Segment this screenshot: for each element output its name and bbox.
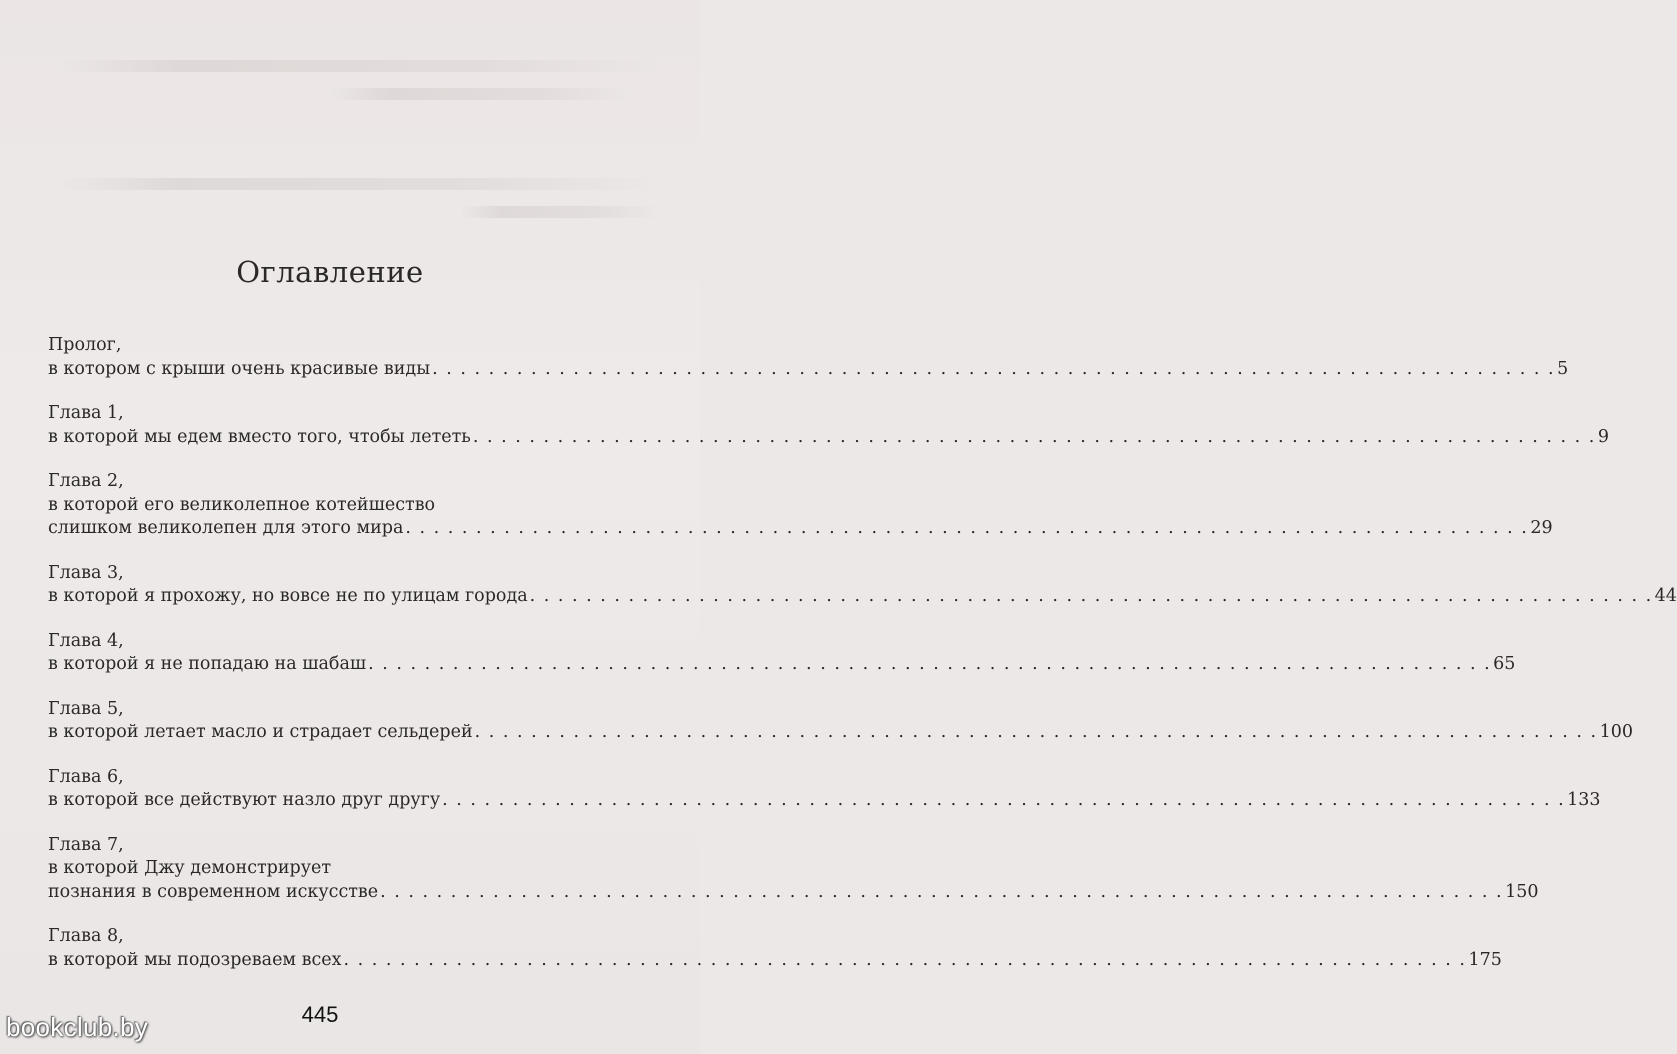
toc-entry <box>48 766 1601 813</box>
toc-line <box>48 334 588 358</box>
toc-chapter-heading: Глава 1, <box>48 403 124 423</box>
toc-line <box>48 494 588 518</box>
toc-line <box>48 630 588 654</box>
toc-page-number: 100 <box>1599 722 1634 742</box>
toc-line <box>48 721 1634 745</box>
toc-line <box>48 517 1553 541</box>
toc-chapter-subtitle: в которой мы едем вместо того, чтобы лететь <box>48 426 471 447</box>
toc-entry <box>48 834 1539 905</box>
dot-leader: . . . . . . . . . . . . . . . . . . . . . . . . . . . . . . . . . . . . . . . . . . . . . . . . . . . . . . . . . . . . . . . . . . . . . . . . . . . . . . . . <box>472 426 1596 447</box>
toc-chapter-heading: Глава 6, <box>48 766 124 787</box>
toc-line <box>48 402 588 426</box>
toc-line <box>48 925 588 949</box>
toc-chapter-heading: Глава 5, <box>48 698 124 719</box>
page-number: 445 <box>301 1002 339 1027</box>
bleed-through-line <box>60 60 660 72</box>
toc-chapter-subtitle: в котором с крыши очень красивые виды <box>48 358 431 379</box>
toc-entry <box>48 334 1569 381</box>
toc-page-number: 5 <box>1557 358 1569 379</box>
toc-chapter-subtitle: слишком великолепен для этого мира <box>48 518 404 538</box>
toc-entry <box>48 562 1677 609</box>
toc-page-number: 150 <box>1505 881 1539 902</box>
dot-leader: . . . . . . . . . . . . . . . . . . . . . . . . . . . . . . . . . . . . . . . . . . . . . . . . . . . . . . . . . . . . . . . . . . . . . . . . . . . . . . . . <box>368 654 1492 674</box>
toc-page-number: 9 <box>1597 426 1609 447</box>
toc-chapter-heading: Глава 8, <box>48 926 124 946</box>
toc-line <box>48 653 1516 677</box>
toc-chapter-heading: Глава 3, <box>48 562 124 583</box>
toc-line <box>48 766 588 790</box>
bleed-through-line <box>460 206 660 218</box>
bleed-through-line <box>330 88 630 100</box>
dot-leader: . . . . . . . . . . . . . . . . . . . . . . . . . . . . . . . . . . . . . . . . . . . . . . . . . . . . . . . . . . . . . . . . . . . . . . . . . . . . . . . . <box>529 586 1653 606</box>
toc-page-number: 44 <box>1654 586 1677 606</box>
table-of-contents <box>48 334 1677 993</box>
dot-leader: . . . . . . . . . . . . . . . . . . . . . . . . . . . . . . . . . . . . . . . . . . . . . . . . . . . . . . . . . . . . . . . . . . . . . . . . . . . . . . . . <box>474 722 1598 742</box>
toc-chapter-heading: Пролог, <box>48 335 122 355</box>
toc-entry <box>48 630 1516 677</box>
bleed-through-line <box>60 178 660 190</box>
toc-line <box>48 562 588 586</box>
dot-leader: . . . . . . . . . . . . . . . . . . . . . . . . . . . . . . . . . . . . . . . . . . . . . . . . . . . . . . . . . . . . . . . . . . . . . . . . . . . . . . . . <box>343 949 1467 970</box>
toc-line <box>48 585 1677 609</box>
toc-chapter-heading: Глава 7, <box>48 834 124 855</box>
dot-leader: . . . . . . . . . . . . . . . . . . . . . . . . . . . . . . . . . . . . . . . . . . . . . . . . . . . . . . . . . . . . . . . . . . . . . . . . . . . . . . . . <box>442 790 1566 810</box>
toc-chapter-subtitle: в которой я не попадаю на шабаш <box>48 654 367 674</box>
toc-page-number: 65 <box>1493 654 1516 674</box>
toc-line <box>48 789 1601 813</box>
toc-chapter-subtitle: в которой я прохожу, но вовсе не по улицам города <box>48 586 528 606</box>
toc-chapter-subtitle: познания в современном искусстве <box>48 881 379 902</box>
toc-line <box>48 857 588 881</box>
toc-entry <box>48 402 1609 449</box>
toc-line <box>48 470 588 494</box>
toc-chapter-subtitle: в которой летает масло и страдает сельдерей <box>48 722 473 742</box>
toc-page-number: 29 <box>1530 518 1553 538</box>
toc-page-number: 133 <box>1567 790 1601 810</box>
watermark: bookclub.by <box>6 1012 149 1042</box>
toc-entry <box>48 698 1634 745</box>
toc-chapter-subtitle: в которой все действуют назло друг другу <box>48 790 441 810</box>
page-title: Оглавление <box>236 255 424 289</box>
toc-line <box>48 426 1609 450</box>
toc-entry <box>48 470 1553 541</box>
dot-leader: . . . . . . . . . . . . . . . . . . . . . . . . . . . . . . . . . . . . . . . . . . . . . . . . . . . . . . . . . . . . . . . . . . . . . . . . . . . . . . . . <box>405 518 1529 538</box>
toc-line <box>48 881 1539 905</box>
toc-line <box>48 358 1569 382</box>
toc-entry <box>48 925 1502 972</box>
toc-line <box>48 834 588 858</box>
toc-line <box>48 698 588 722</box>
dot-leader: . . . . . . . . . . . . . . . . . . . . . . . . . . . . . . . . . . . . . . . . . . . . . . . . . . . . . . . . . . . . . . . . . . . . . . . . . . . . . . . . <box>380 881 1504 902</box>
toc-chapter-subtitle: в которой Джу демонстрирует <box>48 858 332 878</box>
toc-chapter-heading: Глава 4, <box>48 630 124 651</box>
toc-chapter-subtitle: в которой мы подозреваем всех <box>48 949 342 970</box>
dot-leader: . . . . . . . . . . . . . . . . . . . . . . . . . . . . . . . . . . . . . . . . . . . . . . . . . . . . . . . . . . . . . . . . . . . . . . . . . . . . . . . . <box>432 358 1556 379</box>
toc-chapter-heading: Глава 2, <box>48 471 124 491</box>
toc-chapter-subtitle: в которой его великолепное котейшество <box>48 494 436 515</box>
toc-page-number: 175 <box>1468 949 1502 970</box>
toc-line <box>48 949 1502 973</box>
